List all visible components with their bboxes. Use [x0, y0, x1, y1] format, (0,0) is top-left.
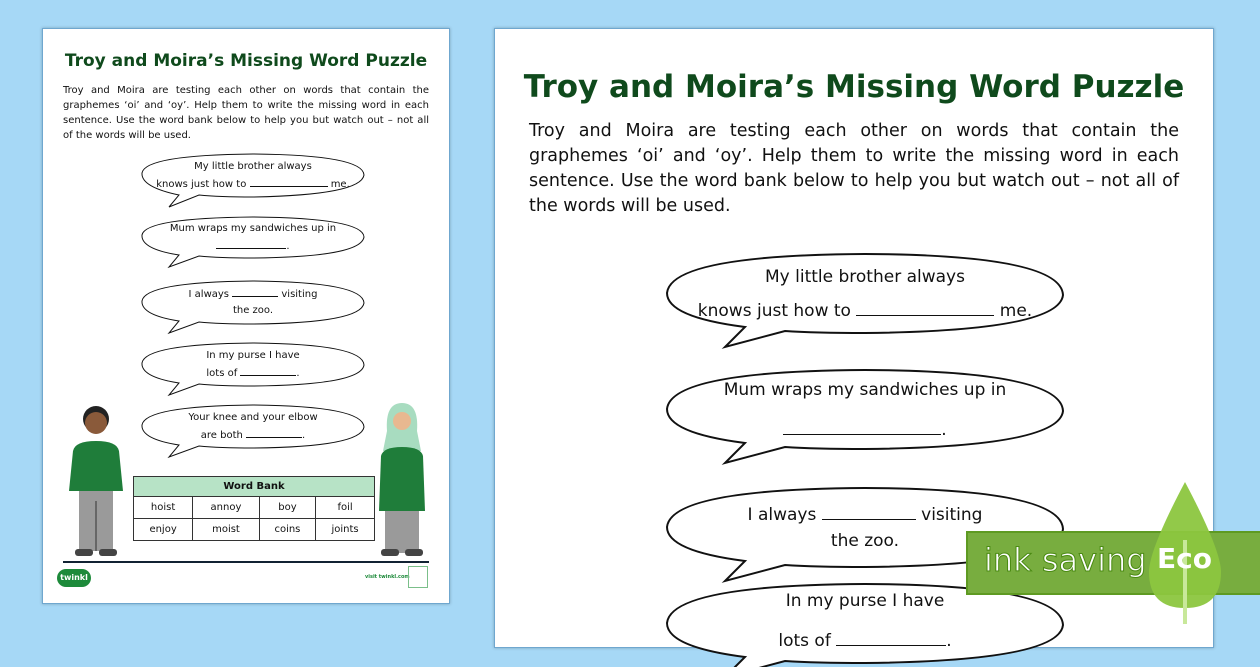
word-bank-header: Word Bank [134, 477, 375, 497]
word-bank-table [133, 476, 375, 541]
sentence-text: Mum wraps my sandwiches up in [723, 380, 1007, 400]
speech-bubble [139, 151, 367, 201]
sentence-text: I always [188, 289, 229, 300]
visit-link: visit twinkl.com [365, 574, 410, 580]
sentence-text: knows just how to [156, 179, 247, 190]
word-bank-cell: foil [316, 497, 375, 519]
sentence-text: visiting [921, 505, 983, 525]
quality-badge-icon [408, 566, 428, 588]
sentence-text: visiting [281, 289, 318, 300]
sentence-text: In my purse I have [785, 591, 945, 611]
word-bank-cell: joints [316, 519, 375, 541]
speech-bubble [139, 341, 367, 389]
ink-saving-label: ink saving [984, 541, 1147, 579]
eco-label: Eco [1157, 542, 1212, 575]
sentence-text: Mum wraps my sandwiches up in [169, 223, 337, 234]
answer-blank[interactable] [240, 375, 296, 376]
answer-blank[interactable] [232, 296, 278, 297]
troy-illustration [65, 401, 127, 561]
sentence-text: me. [330, 179, 350, 190]
worksheet-thumbnail [42, 28, 450, 604]
answer-blank[interactable] [216, 248, 286, 249]
answer-blank[interactable] [250, 186, 328, 187]
sentence-text: I always [747, 505, 817, 525]
sentence-text: the zoo. [830, 531, 900, 551]
word-bank-cell: boy [259, 497, 315, 519]
word-bank-cell: coins [259, 519, 315, 541]
answer-blank[interactable] [836, 645, 946, 646]
sentence-text: My little brother always [194, 161, 312, 172]
sentence-text: knows just how to [697, 301, 851, 321]
speech-bubble [139, 215, 367, 261]
word-bank-cell: annoy [193, 497, 260, 519]
sentence-text: . [296, 368, 300, 379]
moira-illustration [375, 401, 429, 561]
worksheet-intro: Troy and Moira are testing each other on words that contain the graphemes ‘oi’ and ‘oy’. Help them to write the missing word in each sentence. Use the word bank below to help you but watch out – not all of the words will be used. [529, 121, 1179, 216]
sentence-text: In my purse I have [206, 350, 300, 361]
worksheet-title: Troy and Moira’s Missing Word Puzzle [64, 51, 428, 71]
twinkl-logo: twinkl [57, 569, 91, 587]
sentence-text: the zoo. [232, 305, 274, 316]
sentence-text: lots of [206, 368, 238, 379]
worksheet-intro: Troy and Moira are testing each other on words that contain the graphemes ‘oi’ and ‘oy’. Help them to write the missing word in each sentence. Use the word bank below to help you but watch out – not all of the words will be used. [63, 85, 429, 141]
answer-blank[interactable] [856, 315, 994, 316]
word-bank-cell: enjoy [134, 519, 193, 541]
speech-bubble [665, 367, 1065, 453]
footer-divider [63, 561, 429, 563]
sentence-text: My little brother always [765, 267, 965, 287]
answer-blank[interactable] [783, 434, 941, 435]
speech-bubble [139, 403, 367, 451]
answer-blank[interactable] [246, 437, 302, 438]
sentence-text: . [286, 241, 290, 252]
worksheet-title: Troy and Moira’s Missing Word Puzzle [523, 69, 1185, 105]
speech-bubble [139, 279, 367, 327]
word-bank-cell: hoist [134, 497, 193, 519]
sentence-text: . [941, 420, 947, 440]
sentence-text: . [946, 631, 952, 651]
speech-bubble [665, 251, 1065, 337]
sentence-text: Your knee and your elbow [188, 412, 318, 423]
word-bank-cell: moist [193, 519, 260, 541]
sentence-text: lots of [778, 631, 831, 651]
sentence-text: me. [999, 301, 1033, 321]
sentence-text: are both [200, 430, 243, 441]
sentence-text: . [302, 430, 306, 441]
answer-blank[interactable] [822, 519, 916, 520]
